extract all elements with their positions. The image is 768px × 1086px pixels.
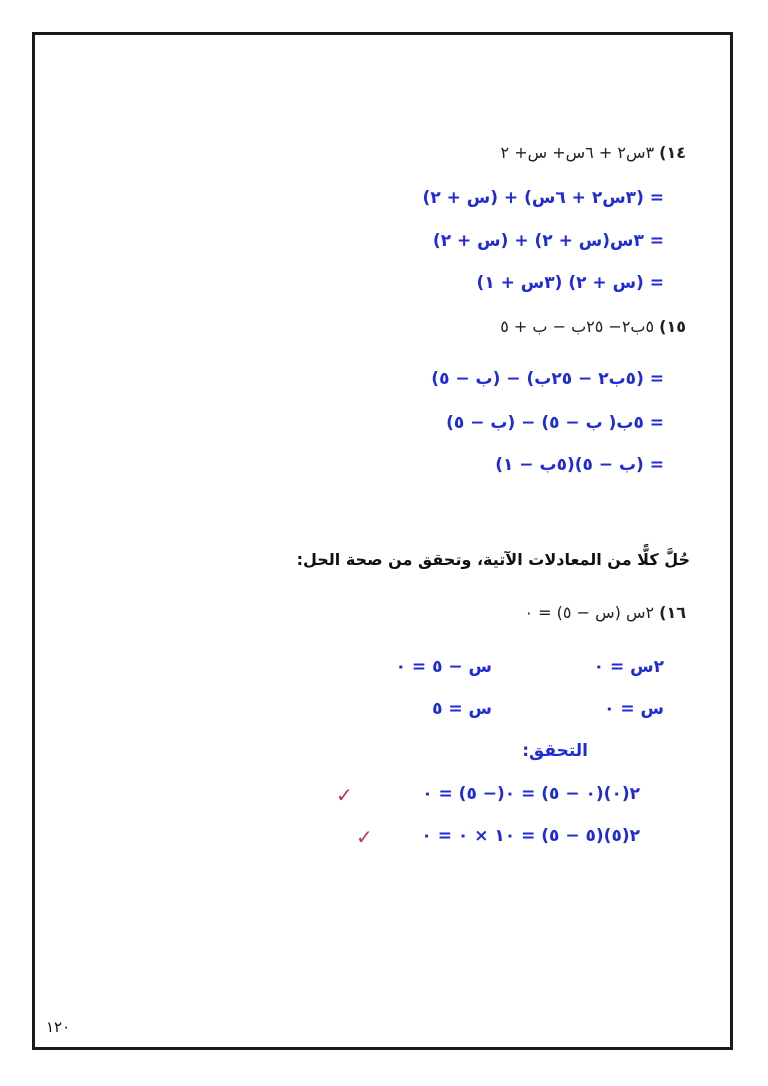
solution-right-1: س − ٥ = ٠: [395, 657, 492, 677]
page-border: [32, 32, 733, 1050]
check-icon: ✓: [336, 783, 353, 807]
problem-14-number: ١٤): [659, 143, 686, 162]
problem-14: [501, 143, 686, 162]
problem-15-number: ١٥): [659, 317, 686, 336]
problem-15-step-2: = ٥ب( ب − ٥) − (ب − ٥): [446, 413, 664, 433]
problem-16-number: ١٦): [659, 603, 686, 622]
problem-15: [500, 317, 686, 336]
solution-right-2: س = ٥: [432, 699, 492, 719]
check-icon: ✓: [356, 825, 373, 849]
verify-line-1: ٢(٠)(٠ − ٥) = ٠(− ٥) = ٠: [422, 784, 640, 804]
instruction-heading: حُلَّ كلًّا من المعادلات الآتية، وتحقق من صحة الحل:: [296, 550, 690, 569]
page-number: ١٢٠: [46, 1018, 71, 1036]
solution-left-1: ٢س = ٠: [593, 657, 664, 677]
solution-left-2: س = ٠: [604, 699, 664, 719]
problem-15-step-1: = (٥ب٢ − ٢٥ب) − (ب − ٥): [431, 369, 664, 389]
problem-16-equation: ٢س (س − ٥) = ٠: [524, 603, 655, 622]
problem-14-step-3: = (س + ٢) (٣س + ١): [476, 273, 664, 293]
verify-label: التحقق:: [522, 741, 588, 761]
problem-15-expression: ٥ب٢− ٢٥ب − ب + ٥: [500, 317, 655, 336]
problem-14-expression: ٣س٢ + ٦س+ س+ ٢: [500, 143, 655, 162]
problem-14-step-1: = (٣س٢ + ٦س) + (س + ٢): [422, 188, 664, 208]
problem-15-step-3: = (ب − ٥)(٥ب − ١): [495, 455, 664, 475]
problem-14-step-2: = ٣س(س + ٢) + (س + ٢): [432, 231, 664, 251]
problem-16: [524, 603, 686, 622]
verify-line-2: ٢(٥)(٥ − ٥) = ١٠ × ٠ = ٠: [421, 826, 640, 846]
